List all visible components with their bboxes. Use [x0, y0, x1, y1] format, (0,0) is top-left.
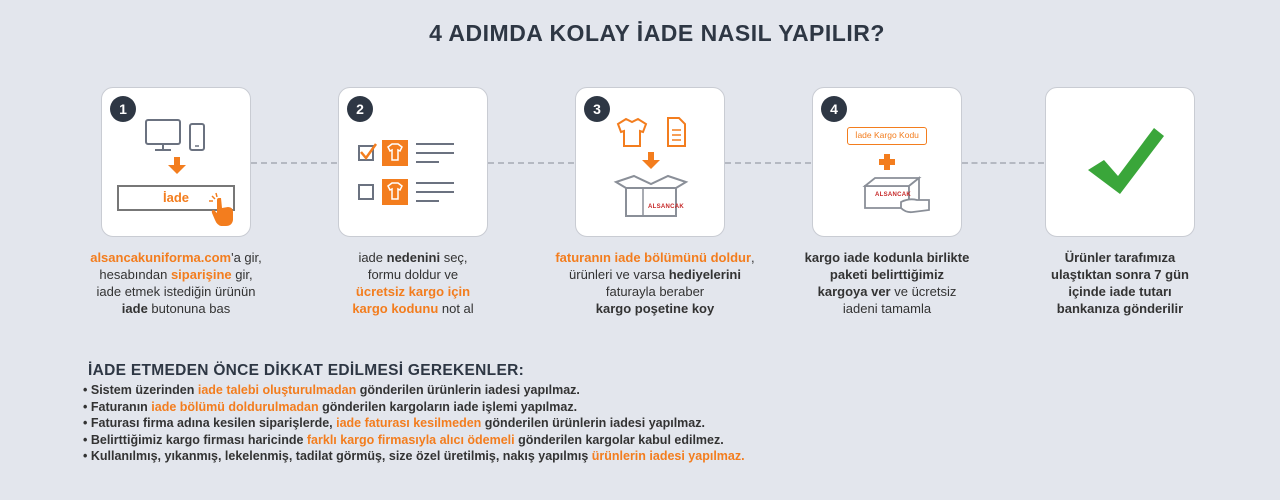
description-text: içinde iade tutarı	[1068, 284, 1172, 299]
description-line	[777, 300, 997, 317]
warning-text: gönderilen kargoların iade işlemi yapılmaz.	[318, 399, 578, 414]
description-text: kargo poşetine koy	[595, 301, 715, 316]
box-brand-label: ALSANCAK	[875, 192, 912, 198]
description-line	[545, 266, 765, 283]
warning-item	[83, 448, 745, 465]
warning-item	[83, 399, 745, 416]
description-text: not al	[438, 301, 474, 316]
warning-item	[83, 382, 745, 399]
warning-text: farklı kargo firmasıyla alıcı ödemeli	[306, 432, 515, 447]
description-line	[545, 249, 765, 266]
description-text: iade	[358, 250, 387, 265]
description-text: iade	[121, 301, 148, 316]
warning-text: Kullanılmış, yıkanmış, lekelenmiş, tadilat görmüş, size özel üretilmiş, nakış yapılmış	[90, 449, 592, 463]
description-text: gir,	[231, 267, 253, 282]
step-number-badge: 2	[347, 96, 373, 122]
description-text: butonuna bas	[147, 301, 231, 316]
warning-item	[83, 432, 745, 449]
page-title: 4 ADIMDA KOLAY İADE NASIL YAPILIR?	[429, 20, 885, 46]
step-number-badge: 1	[110, 96, 136, 122]
description-text: Ürünler tarafımıza	[1064, 250, 1176, 265]
description-line	[66, 300, 286, 317]
description-line	[66, 283, 286, 300]
warning-text: Faturanın	[90, 399, 152, 414]
description-text: kargo iade kodunla birlikte	[804, 250, 970, 265]
warning-text: iade talebi oluşturulmadan	[197, 383, 357, 397]
description-line	[1010, 283, 1230, 300]
description-line	[1010, 300, 1230, 317]
step-2-description	[303, 249, 523, 317]
step-connector	[488, 162, 574, 164]
iade-button-illustration	[117, 185, 235, 211]
warning-text: gönderilen kargolar kabul edilmez.	[514, 432, 724, 447]
description-text: ve ücretsiz	[890, 284, 957, 299]
description-line	[66, 249, 286, 266]
description-text: iadeni tamamla	[842, 301, 932, 316]
description-line	[303, 300, 523, 317]
description-text: ulaştıktan sonra 7 gün	[1051, 267, 1189, 282]
description-line	[777, 249, 997, 266]
description-text: kargo kodunu	[352, 301, 439, 316]
warning-item	[83, 415, 745, 432]
description-text: bankanıza gönderilir	[1056, 301, 1184, 316]
warning-text: Belirttiğimiz kargo firması haricinde	[90, 432, 307, 447]
warning-text: ürünlerin iadesi yapılmaz.	[591, 449, 745, 463]
step-number-badge: 4	[821, 96, 847, 122]
step-3-description	[545, 249, 765, 317]
description-text: 'a gir,	[231, 250, 262, 265]
description-line	[777, 283, 997, 300]
description-text: ürünleri ve varsa	[569, 267, 669, 282]
description-text: siparişine	[170, 267, 232, 282]
step-1-description	[66, 249, 286, 317]
description-line	[303, 283, 523, 300]
description-text: formu doldur ve	[367, 267, 459, 282]
return-code-label: İade Kargo Kodu	[847, 127, 927, 145]
description-text: paketi belirttiğimiz	[829, 267, 945, 282]
warning-text: gönderilen ürünlerin iadesi yapılmaz.	[481, 416, 705, 430]
step-5-card	[1045, 87, 1195, 237]
step-connector	[725, 162, 811, 164]
step-connector	[251, 162, 337, 164]
description-text: iade etmek istediğin ürünün	[96, 284, 256, 299]
step-number-badge: 3	[584, 96, 610, 122]
box-brand-label: ALSANCAK	[648, 204, 685, 210]
description-text: hediyelerini	[668, 267, 741, 282]
step-4-description	[777, 249, 997, 317]
iade-button-label: İade	[162, 190, 189, 205]
description-text: nedenini	[386, 250, 441, 265]
description-text: faturayla beraber	[605, 284, 705, 299]
warning-text: iade bölümü doldurulmadan	[151, 399, 319, 414]
checkmark-icon	[1046, 88, 1196, 238]
description-text: alsancakuniforma.com	[90, 250, 232, 265]
step-2-card	[338, 87, 488, 237]
description-text: kargoya ver	[817, 284, 891, 299]
description-line	[545, 283, 765, 300]
step-3-card	[575, 87, 725, 237]
step-connector	[962, 162, 1044, 164]
description-text: ücretsiz kargo için	[355, 284, 471, 299]
warning-title: İADE ETMEDEN ÖNCE DİKKAT EDİLMESİ GEREKENLER:	[88, 362, 525, 379]
description-text: hesabından	[99, 267, 171, 282]
warning-text: Faturası firma adına kesilen siparişlerde,	[90, 416, 337, 430]
description-line	[1010, 266, 1230, 283]
description-text: ,	[751, 250, 755, 265]
description-line	[66, 266, 286, 283]
description-text: faturanın iade bölümünü doldur	[555, 250, 752, 265]
warning-text: iade faturası kesilmeden	[336, 416, 482, 430]
step-1-card	[101, 87, 251, 237]
warning-text: gönderilen ürünlerin iadesi yapılmaz.	[356, 383, 580, 397]
description-line	[303, 266, 523, 283]
step-4-card	[812, 87, 962, 237]
step-5-description	[1010, 249, 1230, 317]
description-line	[545, 300, 765, 317]
description-line	[303, 249, 523, 266]
description-text: seç,	[440, 250, 468, 265]
warning-text: Sistem üzerinden	[90, 383, 198, 397]
description-line	[777, 266, 997, 283]
description-line	[1010, 249, 1230, 266]
warning-list	[83, 382, 745, 465]
